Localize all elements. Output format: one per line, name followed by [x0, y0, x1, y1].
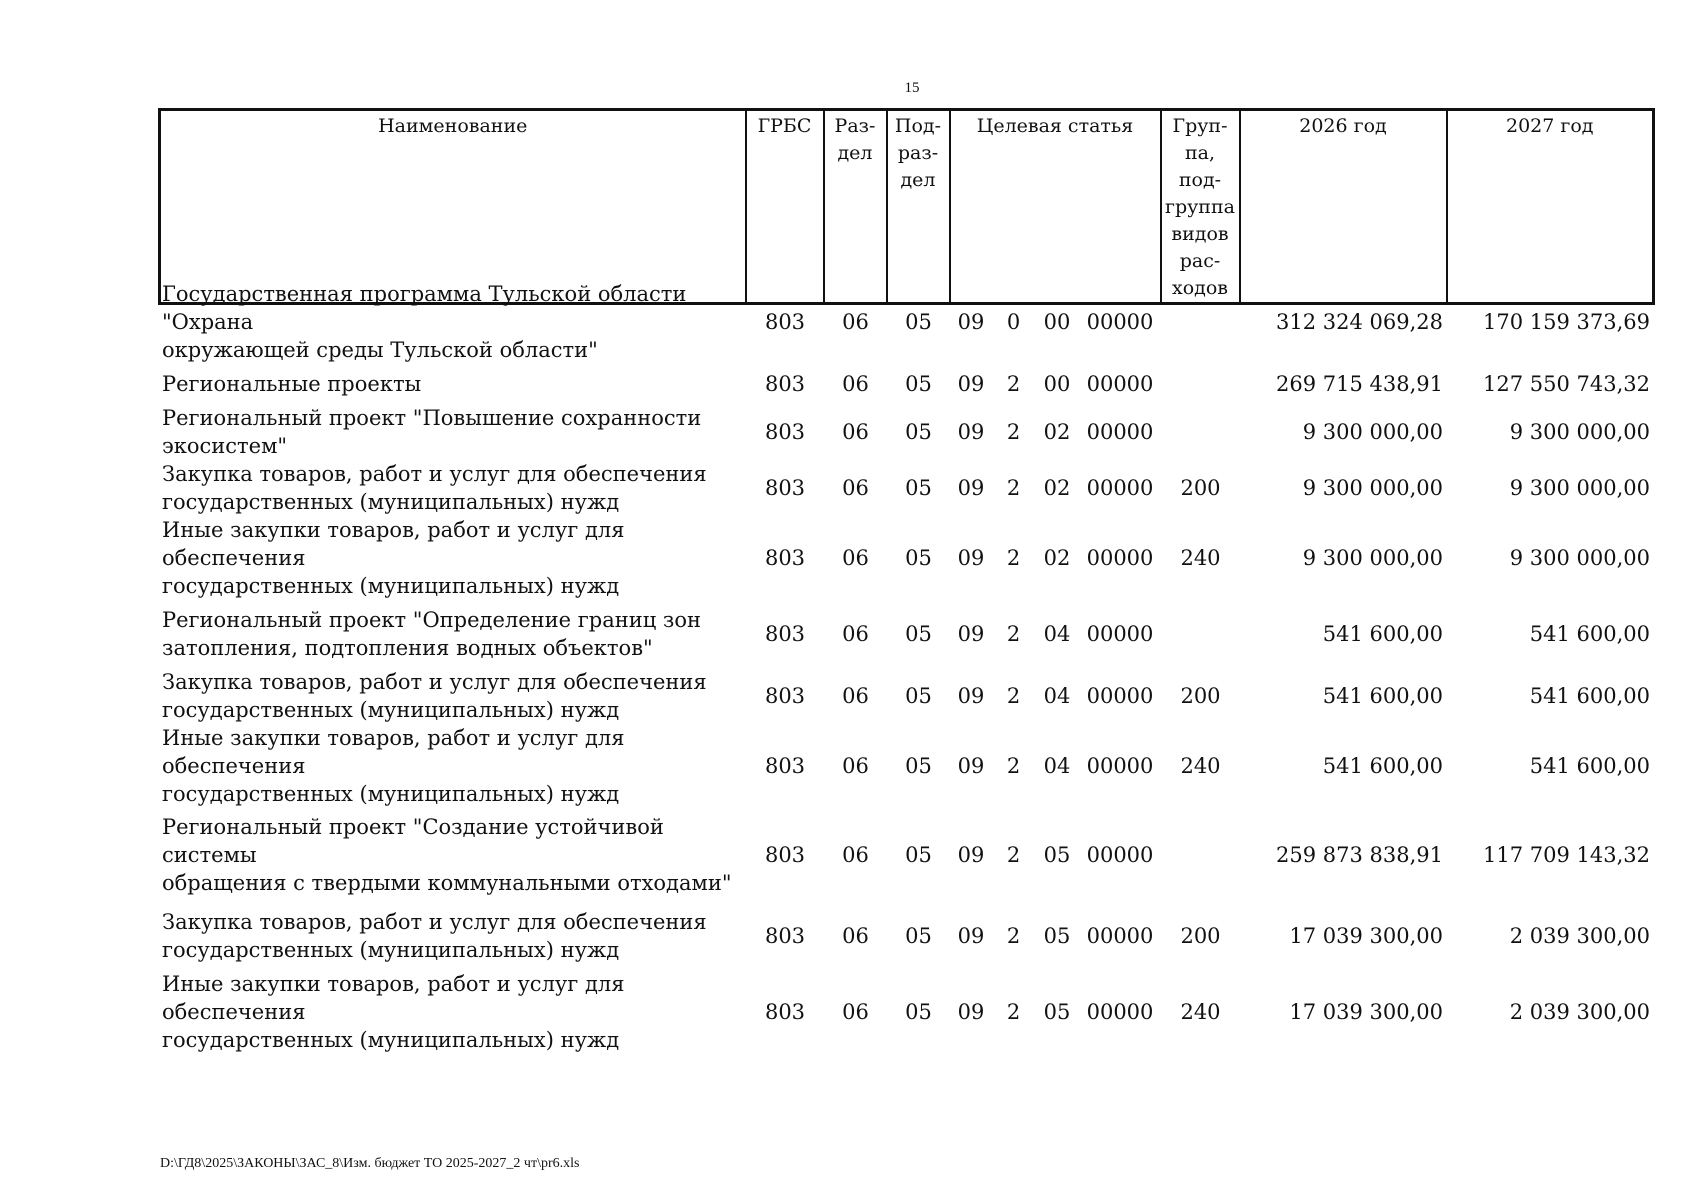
cell-name [158, 902, 746, 970]
cell-target-type: 2 [1006, 684, 1021, 708]
cell-razdel: 06 [842, 843, 869, 867]
cell-razdel: 06 [842, 684, 869, 708]
cell-amount-2027: 117 709 143,32 [1483, 843, 1650, 867]
cell-target-direction: 00000 [1086, 622, 1154, 646]
cell-expense-group [1161, 808, 1240, 902]
cell-target-direction: 00000 [1086, 420, 1154, 444]
col-header-group-line: видов [1171, 223, 1229, 245]
cell-expense-group: 200 [1180, 684, 1221, 708]
col-header-podrazdel-line: дел [900, 169, 936, 191]
cell-amount-2027: 9 300 000,00 [1509, 420, 1650, 444]
cell-name-line: Иные закупки товаров, работ и услуг для обеспечения [162, 972, 625, 1024]
cell-target-direction: 00000 [1086, 1000, 1154, 1024]
cell-target-subprogram: 05 [1043, 1000, 1071, 1024]
cell-name [158, 970, 746, 1054]
cell-target-type: 2 [1006, 420, 1021, 444]
col-header-group-line: Груп- [1172, 115, 1228, 137]
cell-razdel: 06 [842, 420, 869, 444]
table-row [158, 808, 1654, 902]
cell-target-subprogram: 02 [1043, 420, 1071, 444]
cell-name [158, 724, 746, 808]
col-header-razdel-line: Раз- [834, 115, 876, 137]
cell-name-line: Иные закупки товаров, работ и услуг для обеспечения [162, 726, 625, 778]
cell-name-line: затопления, подтопления водных объектов" [162, 636, 653, 660]
cell-podrazdel: 05 [905, 546, 932, 570]
cell-name-line: Региональный проект "Повышение сохранности [162, 406, 702, 430]
cell-grbs: 803 [764, 622, 806, 646]
cell-name-line: государственных (муниципальных) нужд [162, 782, 620, 806]
cell-name [158, 668, 746, 724]
cell-target-type: 2 [1006, 476, 1021, 500]
cell-name-line: Иные закупки товаров, работ и услуг для обеспечения [162, 518, 625, 570]
cell-razdel: 06 [842, 754, 869, 778]
cell-target-type: 2 [1006, 924, 1021, 948]
cell-podrazdel: 05 [905, 622, 932, 646]
cell-target-program: 09 [957, 684, 985, 708]
cell-expense-group: 200 [1180, 924, 1221, 948]
cell-target-type: 2 [1006, 843, 1021, 867]
cell-razdel: 06 [842, 1000, 869, 1024]
col-header-razdel [824, 110, 887, 304]
cell-target-program: 09 [957, 754, 985, 778]
cell-name [158, 460, 746, 516]
cell-razdel: 06 [842, 622, 869, 646]
cell-name-line: государственных (муниципальных) нужд [162, 938, 620, 962]
cell-target-program: 09 [957, 476, 985, 500]
cell-amount-2026: 9 300 000,00 [1302, 546, 1443, 570]
cell-amount-2026: 259 873 838,91 [1276, 843, 1443, 867]
cell-name-line: Закупка товаров, работ и услуг для обеспечения [162, 462, 707, 486]
table-row [158, 460, 1654, 516]
cell-podrazdel: 05 [905, 420, 932, 444]
cell-target-direction: 00000 [1086, 546, 1154, 570]
cell-amount-2026: 541 600,00 [1322, 684, 1443, 708]
cell-name-line: окружающей среды Тульской области" [162, 338, 598, 362]
cell-grbs: 803 [764, 476, 806, 500]
cell-razdel: 06 [842, 310, 869, 334]
table-row [158, 404, 1654, 460]
cell-name-line: экосистем" [162, 434, 288, 458]
cell-amount-2027: 2 039 300,00 [1509, 924, 1650, 948]
cell-name [158, 404, 746, 460]
cell-grbs: 803 [764, 924, 806, 948]
cell-amount-2026: 269 715 438,91 [1276, 372, 1443, 396]
col-header-group-line: рас- [1179, 250, 1221, 272]
page-number: 15 [904, 80, 920, 96]
cell-target-direction: 00000 [1086, 476, 1154, 500]
table-row [158, 516, 1654, 600]
cell-grbs: 803 [764, 372, 806, 396]
cell-podrazdel: 05 [905, 1000, 932, 1024]
cell-name-line: Государственная программа Тульской области "Охрана [162, 282, 687, 334]
cell-razdel: 06 [842, 372, 869, 396]
cell-expense-group: 240 [1180, 546, 1221, 570]
cell-razdel: 06 [842, 924, 869, 948]
cell-target-subprogram: 05 [1043, 924, 1071, 948]
cell-amount-2027: 2 039 300,00 [1509, 1000, 1650, 1024]
cell-razdel: 06 [842, 546, 869, 570]
col-header-group-line: па, под- [1178, 142, 1222, 191]
cell-target-type: 2 [1006, 372, 1021, 396]
cell-target-subprogram: 04 [1043, 754, 1071, 778]
table-row [158, 970, 1654, 1054]
cell-amount-2027: 9 300 000,00 [1509, 476, 1650, 500]
cell-expense-group: 240 [1180, 754, 1221, 778]
cell-grbs: 803 [764, 546, 806, 570]
cell-amount-2026: 312 324 069,28 [1276, 310, 1443, 334]
cell-amount-2027: 9 300 000,00 [1509, 546, 1650, 570]
cell-expense-group [1161, 364, 1240, 404]
table-row [158, 902, 1654, 970]
cell-amount-2026: 9 300 000,00 [1302, 476, 1443, 500]
cell-amount-2027: 541 600,00 [1529, 754, 1650, 778]
col-header-target: Целевая статья [950, 110, 1161, 304]
cell-razdel: 06 [842, 476, 869, 500]
cell-target-program: 09 [957, 843, 985, 867]
table-row [158, 724, 1654, 808]
cell-target-direction: 00000 [1086, 684, 1154, 708]
col-header-podrazdel-line: раз- [897, 142, 939, 164]
cell-grbs: 803 [764, 310, 806, 334]
cell-target-subprogram: 00 [1043, 310, 1071, 334]
cell-amount-2026: 9 300 000,00 [1302, 420, 1443, 444]
col-header-group-line: ходов [1172, 277, 1228, 299]
cell-name-line: государственных (муниципальных) нужд [162, 1028, 620, 1052]
table-row [158, 668, 1654, 724]
cell-name [158, 808, 746, 902]
cell-expense-group [1161, 280, 1240, 364]
cell-podrazdel: 05 [905, 684, 932, 708]
cell-target-program: 09 [957, 310, 985, 334]
cell-target-program: 09 [957, 1000, 985, 1024]
cell-name [158, 600, 746, 668]
cell-target-direction: 00000 [1086, 754, 1154, 778]
cell-podrazdel: 05 [905, 476, 932, 500]
cell-amount-2026: 17 039 300,00 [1289, 1000, 1443, 1024]
table-header [158, 108, 1655, 305]
cell-podrazdel: 05 [905, 843, 932, 867]
cell-amount-2027: 541 600,00 [1529, 622, 1650, 646]
cell-target-type: 0 [1006, 310, 1021, 334]
cell-target-type: 2 [1006, 546, 1021, 570]
cell-podrazdel: 05 [905, 754, 932, 778]
cell-name-line: Закупка товаров, работ и услуг для обеспечения [162, 910, 707, 934]
cell-amount-2026: 541 600,00 [1322, 622, 1443, 646]
cell-podrazdel: 05 [905, 310, 932, 334]
cell-target-program: 09 [957, 622, 985, 646]
cell-target-direction: 00000 [1086, 310, 1154, 334]
cell-amount-2026: 17 039 300,00 [1289, 924, 1443, 948]
cell-name-line: государственных (муниципальных) нужд [162, 490, 620, 514]
cell-target-program: 09 [957, 420, 985, 444]
cell-grbs: 803 [764, 684, 806, 708]
cell-expense-group [1161, 600, 1240, 668]
cell-target-direction: 00000 [1086, 372, 1154, 396]
cell-target-subprogram: 02 [1043, 546, 1071, 570]
budget-table [158, 280, 1654, 1054]
cell-grbs: 803 [764, 754, 806, 778]
cell-grbs: 803 [764, 420, 806, 444]
cell-grbs: 803 [764, 843, 806, 867]
col-header-group [1161, 110, 1240, 304]
cell-name-line: обращения с твердыми коммунальными отходами" [162, 871, 732, 895]
cell-target-type: 2 [1006, 1000, 1021, 1024]
cell-amount-2026: 541 600,00 [1322, 754, 1443, 778]
col-header-group-line: группа [1165, 196, 1235, 218]
cell-podrazdel: 05 [905, 372, 932, 396]
cell-name [158, 364, 746, 404]
cell-expense-group [1161, 404, 1240, 460]
cell-name-line: Закупка товаров, работ и услуг для обеспечения [162, 670, 707, 694]
cell-target-subprogram: 05 [1043, 843, 1071, 867]
col-header-razdel-line: дел [837, 142, 873, 164]
cell-target-direction: 00000 [1086, 924, 1154, 948]
cell-target-subprogram: 00 [1043, 372, 1071, 396]
cell-target-program: 09 [957, 546, 985, 570]
table-row [158, 364, 1654, 404]
cell-amount-2027: 170 159 373,69 [1483, 310, 1650, 334]
cell-expense-group: 240 [1180, 1000, 1221, 1024]
table-row [158, 600, 1654, 668]
cell-target-program: 09 [957, 924, 985, 948]
cell-target-direction: 00000 [1086, 843, 1154, 867]
file-path-footer: D:\ГД8\2025\ЗАКОНЫ\ЗАС_8\Изм. бюджет ТО 2025-2027_2 чт\pr6.xls [160, 1156, 580, 1171]
cell-target-subprogram: 04 [1043, 622, 1071, 646]
cell-target-subprogram: 02 [1043, 476, 1071, 500]
cell-grbs: 803 [764, 1000, 806, 1024]
cell-name [158, 280, 746, 364]
budget-table-body [158, 280, 1654, 1054]
col-header-2026: 2026 год [1240, 110, 1447, 304]
cell-name-line: Региональный проект "Создание устойчивой системы [162, 815, 664, 867]
cell-name-line: государственных (муниципальных) нужд [162, 698, 620, 722]
cell-podrazdel: 05 [905, 924, 932, 948]
col-header-podrazdel [887, 110, 950, 304]
cell-expense-group: 200 [1180, 476, 1221, 500]
cell-amount-2027: 127 550 743,32 [1483, 372, 1650, 396]
table-row [158, 280, 1654, 364]
col-header-grbs: ГРБС [746, 110, 824, 304]
col-header-2027: 2027 год [1447, 110, 1654, 304]
col-header-podrazdel-line: Под- [894, 115, 942, 137]
cell-target-type: 2 [1006, 622, 1021, 646]
cell-name-line: Региональные проекты [162, 372, 422, 396]
cell-name [158, 516, 746, 600]
cell-name-line: государственных (муниципальных) нужд [162, 574, 620, 598]
cell-amount-2027: 541 600,00 [1529, 684, 1650, 708]
cell-target-type: 2 [1006, 754, 1021, 778]
cell-target-program: 09 [957, 372, 985, 396]
cell-name-line: Региональный проект "Определение границ зон [162, 608, 701, 632]
cell-target-subprogram: 04 [1043, 684, 1071, 708]
col-header-name: Наименование [378, 115, 528, 137]
